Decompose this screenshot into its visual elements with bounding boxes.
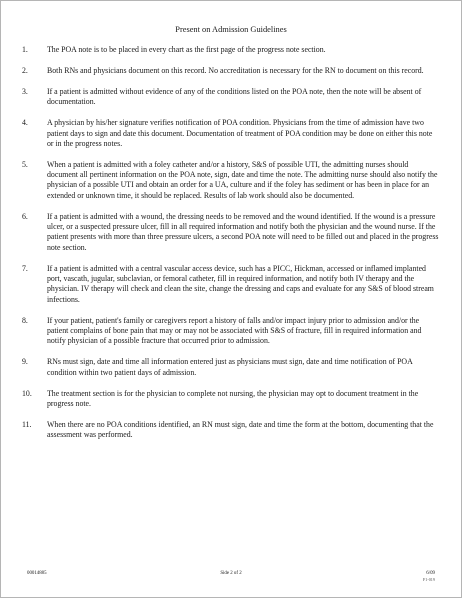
list-item [22, 66, 440, 76]
item-text: If your patient, patient's family or caregivers report a history of falls and/or impact injury prior to admission and/or the patient complains of bone pain that may or may not be associated with S&S of fracture, fill in required information and notify physician of a possible fracture that occurred prior to admission. [47, 315, 422, 346]
item-number: 6. [22, 211, 28, 221]
item-number: 5. [22, 159, 28, 169]
page-indicator: Side 2 of 2 [220, 571, 242, 576]
item-number: 4. [22, 118, 28, 128]
item-text: When there are no POA conditions identified, an RN must sign, date and time the form at the bottom, documenting that the assessment was performed. [47, 419, 434, 440]
item-number: 3. [22, 86, 28, 96]
list-item [22, 45, 440, 55]
list-item [22, 160, 440, 201]
item-number: 9. [22, 357, 28, 367]
list-item [22, 264, 440, 305]
item-number: 7. [22, 263, 28, 273]
list-item [22, 357, 440, 378]
list-item [22, 420, 440, 441]
revision-code: F1-019 [422, 577, 435, 582]
document-title: Present on Admission Guidelines [175, 25, 287, 34]
list-item [22, 118, 440, 149]
item-text: A physician by his/her signature verifies notification of POA condition. Physicians from the time of admission have two patient days to sign and date this document. Documentation of treatment of POA condition may be done on either this note or in the progress notes. [47, 118, 433, 148]
item-number: 11. [22, 419, 32, 429]
item-text: Both RNs and physicians document on this record. No accreditation is necessary for the RN to document on this record. [47, 65, 424, 75]
item-text: RNs must sign, date and time all information entered just as physicians must sign, date and time notification of POA condition within two patient days of admission. [47, 357, 413, 377]
item-text: If a patient is admitted with a wound, the dressing needs to be removed and the wound identified. If the wound is a pressure ulcer, or a suspected pressure ulcer, fill in all required information and notify both the physician and the wound nurse. If the patient presents with more than three pressure ulcers, a second POA note will need to be filled out and placed in the progress note section. [47, 211, 439, 252]
item-number: 10. [22, 388, 32, 398]
page-footer [1, 557, 461, 597]
list-item [22, 389, 440, 410]
item-text: The POA note is to be placed in every chart as the first page of the progress note section. [47, 45, 326, 54]
item-text: If a patient is admitted with a central vascular access device, such has a PICC, Hickman, accessed or inflamed implanted port, vascath, jugular, subclavian, or femoral catheter, fill in required information, and notify both IV therapy and the physician. IV therapy will check and clean the site, change the dressing and caps and evaluate for any S&S of blood stream infections. [47, 263, 434, 304]
item-number: 2. [22, 65, 28, 75]
item-text: If a patient is admitted without evidence of any of the conditions listed on the POA note, then the note will be absent of documentation. [47, 86, 422, 107]
guidelines-list [22, 45, 440, 451]
item-number: 8. [22, 315, 28, 325]
item-number: 1. [22, 45, 28, 54]
revision-date: 6/09 [426, 571, 435, 576]
list-item [22, 316, 440, 347]
item-text: When a patient is admitted with a foley catheter and/or a history, S&S of possible UTI, the admitting nurses should document all pertinent information on the POA note, sign, date and time the note. The admitting nurse should also notify the physician of a possible UTI and obtain an order for a UA, culture and if the foley has sediment or has been in place for an extended or unknown time, it should be replaced. Results of lab work should also be documented. [47, 159, 438, 200]
list-item [22, 87, 440, 108]
list-item [22, 212, 440, 253]
form-number: 00014885 [27, 571, 47, 576]
item-text: The treatment section is for the physician to complete not nursing, the physician may opt to document treatment in the progress note. [47, 388, 419, 408]
